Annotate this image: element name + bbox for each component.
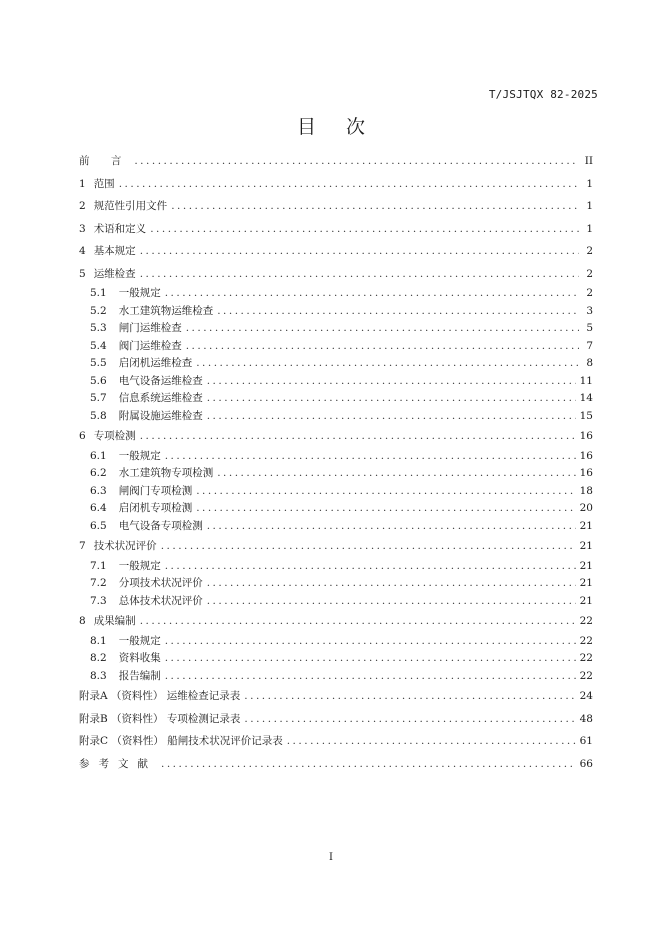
table-of-contents [79,150,593,775]
dot-leader [207,390,576,408]
toc-entry-page: 21 [579,540,593,552]
dot-leader [217,303,579,321]
toc-entry-title: 范围 [93,177,115,190]
toc-entry-page: 1 [586,177,593,190]
toc-entry[interactable] [79,668,593,686]
toc-entry-title: 技术状况评价 [93,540,157,552]
toc-entry-title: 启闭机专项检测 [118,502,193,514]
toc-entry[interactable] [79,195,593,218]
toc-entry[interactable] [79,240,593,263]
toc-entry[interactable] [79,500,593,518]
dot-leader [287,730,576,753]
dot-leader [207,373,576,391]
dot-leader [140,610,576,633]
toc-entry-number: 6.1 [90,449,107,462]
toc-entry-title: 分项技术状况评价 [118,577,203,589]
toc-entry[interactable] [79,218,593,241]
toc-entry-page: 22 [579,615,593,627]
toc-entry-title: 资料收集 [118,652,161,664]
dot-leader [244,685,575,708]
toc-entry-page: 2 [586,267,593,280]
toc-entry-number: 6.3 [90,484,107,497]
toc-entry-title: 启闭机运维检查 [118,357,193,369]
dot-leader [196,483,575,501]
toc-entry-number: 4 [79,245,86,257]
toc-entry-title: 术语和定义 [93,222,147,235]
toc-entry-title: 一般规定 [118,287,161,299]
toc-entry-number: 8.3 [90,669,107,682]
dot-leader [196,355,579,373]
dot-leader [165,285,579,303]
page-number: I [329,852,333,863]
toc-entry-page: 22 [579,669,593,682]
toc-entry-number: 5.4 [90,339,107,352]
toc-entry[interactable] [79,373,593,391]
dot-leader [196,500,575,518]
toc-entry-title: 一般规定 [118,449,161,462]
toc-entry-number: 7.1 [90,559,107,572]
toc-entry[interactable] [79,425,593,448]
toc-entry-title: 闸阀门专项检测 [118,484,193,497]
toc-entry[interactable] [79,150,593,173]
toc-entry-title: 一般规定 [118,634,161,647]
toc-entry-page: 7 [586,339,593,352]
toc-entry-page: 21 [579,519,593,532]
toc-entry-number: 6.4 [90,502,107,514]
dot-leader [150,218,579,241]
dot-leader [186,320,579,338]
toc-entry-page: 21 [579,577,593,589]
dot-leader [161,535,576,558]
toc-entry-title: 电气设备专项检测 [118,519,203,532]
dot-leader [244,708,575,731]
toc-entry-title: 专项检测 [93,430,136,442]
toc-entry[interactable] [79,263,593,286]
dot-leader [165,448,576,466]
page-title: 目 次 [296,116,378,138]
toc-entry-page: 48 [579,712,593,725]
dot-leader [165,558,576,576]
toc-entry-title: 前 言 [79,155,131,167]
toc-entry-title: 基本规定 [93,245,136,257]
toc-entry-page: 21 [579,559,593,572]
toc-entry-title: 报告编制 [118,669,161,682]
toc-entry-number: 7.3 [90,594,107,607]
toc-entry-title: 附录C （资料性） 船闸技术状况评价记录表 [79,735,283,747]
toc-entry-page: 20 [579,502,593,514]
toc-entry[interactable] [79,285,593,303]
toc-entry-page: 24 [579,690,593,702]
toc-entry-title: 水工建筑物专项检测 [118,467,214,479]
toc-entry-number: 5.5 [90,357,107,369]
toc-entry-page: 2 [586,245,593,257]
dot-leader [134,150,579,173]
toc-entry-page: 16 [579,449,593,462]
toc-entry-page: 8 [586,357,593,369]
toc-entry-number: 7.2 [90,577,107,589]
toc-entry[interactable] [79,575,593,593]
toc-entry-page: 1 [586,200,593,212]
toc-entry-number: 5.6 [90,374,107,387]
toc-entry[interactable] [79,518,593,536]
toc-entry[interactable] [79,408,593,426]
toc-entry[interactable] [79,685,593,708]
toc-entry-page: 2 [586,287,593,299]
toc-entry[interactable] [79,448,593,466]
toc-entry-page: 16 [579,467,593,479]
toc-entry-page: 18 [579,484,593,497]
toc-entry-number: 5 [79,267,86,280]
dot-leader [165,650,576,668]
toc-entry-title: 附录B （资料性） 专项检测记录表 [79,712,241,725]
toc-entry-title: 阀门运维检查 [118,339,182,352]
toc-entry[interactable] [79,610,593,633]
toc-entry-number: 3 [79,222,86,235]
toc-entry-title: 成果编制 [93,615,136,627]
toc-entry-page: 61 [579,735,593,747]
dot-leader [140,240,579,263]
toc-entry-page: 22 [579,634,593,647]
toc-entry[interactable] [79,708,593,731]
toc-entry-number: 5.1 [90,287,107,299]
toc-entry-page: II [584,155,593,167]
toc-entry-page: 5 [586,322,593,334]
toc-entry-number: 1 [79,177,86,190]
toc-entry-number: 5.8 [90,409,107,422]
toc-entry-number: 2 [79,200,86,212]
toc-entry-title: 附属设施运维检查 [118,409,203,422]
toc-entry-title: 参考文献 [79,757,157,770]
toc-entry[interactable] [79,593,593,611]
toc-entry-number: 6 [79,430,86,442]
toc-entry-page: 14 [579,392,593,404]
toc-entry-number: 5.3 [90,322,107,334]
toc-entry[interactable] [79,483,593,501]
toc-entry-number: 5.2 [90,304,107,317]
toc-entry[interactable] [79,390,593,408]
dot-leader [186,338,579,356]
toc-entry[interactable] [79,730,593,753]
toc-entry-title: 闸门运维检查 [118,322,182,334]
toc-entry[interactable] [79,465,593,483]
toc-entry[interactable] [79,650,593,668]
dot-leader [161,753,576,776]
toc-entry[interactable] [79,753,593,776]
dot-leader [171,195,579,218]
toc-entry-number: 6.2 [90,467,107,479]
toc-entry[interactable] [79,320,593,338]
toc-entry-title: 水工建筑物运维检查 [118,304,214,317]
toc-entry-number: 8.1 [90,634,107,647]
toc-entry-number: 7 [79,540,86,552]
toc-entry-title: 一般规定 [118,559,161,572]
toc-entry-page: 3 [586,304,593,317]
toc-entry-page: 66 [579,757,593,770]
toc-entry-number: 5.7 [90,392,107,404]
toc-entry[interactable] [79,633,593,651]
toc-entry-title: 信息系统运维检查 [118,392,203,404]
toc-entry[interactable] [79,338,593,356]
dot-leader [165,633,576,651]
toc-entry-number: 6.5 [90,519,107,532]
dot-leader [207,518,576,536]
toc-entry[interactable] [79,355,593,373]
toc-entry-page: 15 [579,409,593,422]
toc-entry-page: 16 [579,430,593,442]
dot-leader [140,425,576,448]
dot-leader [207,575,576,593]
dot-leader [217,465,575,483]
dot-leader [207,593,576,611]
toc-entry-number: 8.2 [90,652,107,664]
toc-entry-page: 21 [579,594,593,607]
toc-entry[interactable] [79,303,593,321]
toc-entry-title: 运维检查 [93,267,136,280]
toc-entry-title: 总体技术状况评价 [118,594,203,607]
dot-leader [140,263,579,286]
dot-leader [119,173,579,196]
toc-entry-page: 1 [586,222,593,235]
document-code: T/JSJTQX 82-2025 [488,88,598,101]
toc-entry[interactable] [79,558,593,576]
dot-leader [165,668,576,686]
toc-entry-title: 规范性引用文件 [93,200,168,212]
toc-entry-title: 电气设备运维检查 [118,374,203,387]
toc-entry-number: 8 [79,615,86,627]
toc-entry-title: 附录A （资料性） 运维检查记录表 [79,690,241,702]
toc-entry-page: 22 [579,652,593,664]
dot-leader [207,408,576,426]
toc-entry-page: 11 [579,374,593,387]
toc-entry[interactable] [79,173,593,196]
toc-entry[interactable] [79,535,593,558]
